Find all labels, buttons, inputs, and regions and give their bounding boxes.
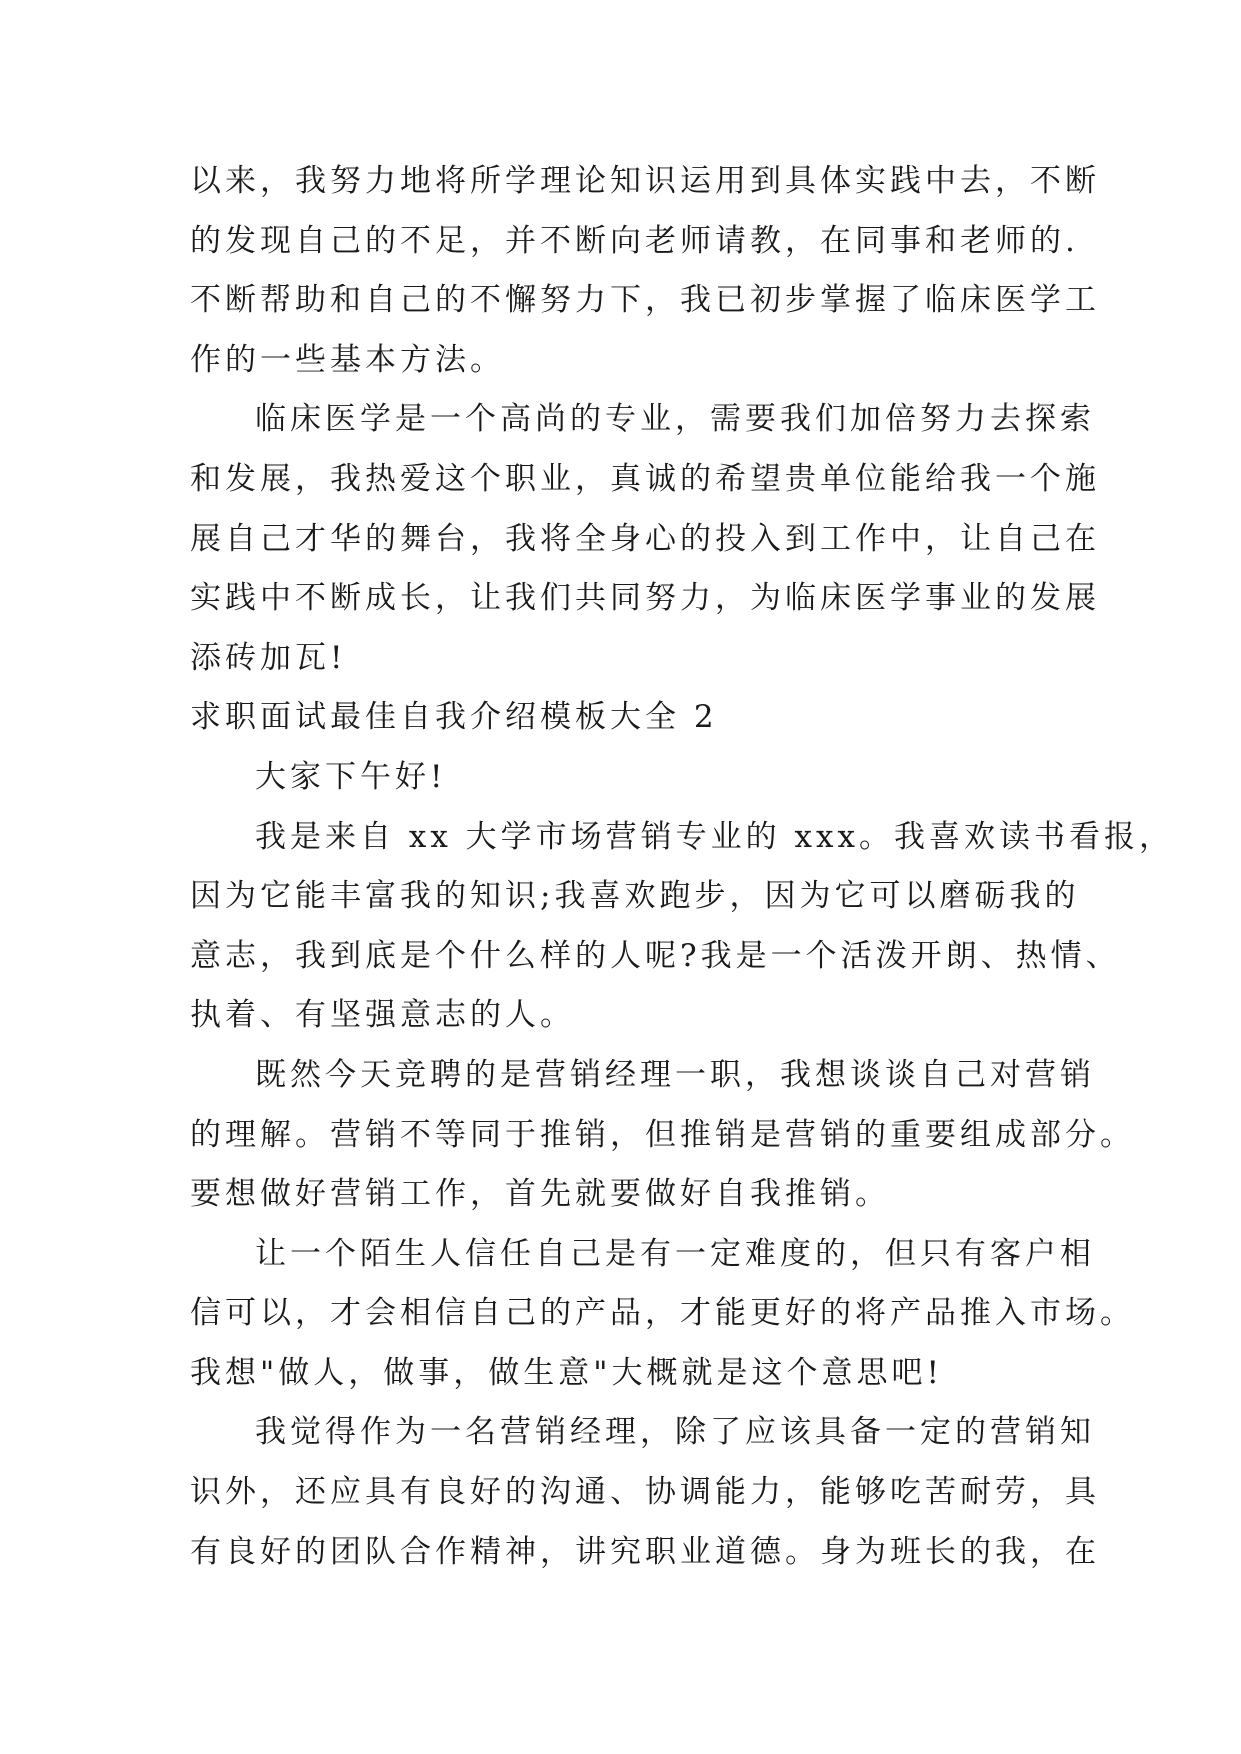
text-line: 的发现自己的不足，并不断向老师请教，在同事和老师的.: [190, 222, 1079, 259]
text-line: 不断帮助和自己的不懈努力下，我已初步掌握了临床医学工: [190, 282, 1100, 319]
text-line: 以来，我努力地将所学理论知识运用到具体实践中去，不断: [190, 163, 1100, 199]
text-line: 作的一些基本方法。: [190, 341, 505, 378]
paragraph-first-line: 临床医学是一个高尚的专业，需要我们加倍努力去探索: [255, 401, 1095, 438]
text-line: 要想做好营销工作，首先就要做好自我推销。: [190, 1176, 890, 1213]
document-body: [190, 152, 1174, 1582]
text-line: 执着、有坚强意志的人。: [190, 997, 575, 1034]
paragraph-first-line: 我是来自 xx 大学市场营销专业的 xxx。我喜欢读书看报，: [255, 818, 1174, 855]
paragraph-first-line: 我觉得作为一名营销经理，除了应该具备一定的营销知: [255, 1414, 1095, 1451]
text-line: 信可以，才会相信自己的产品，才能更好的将产品推入市场。: [190, 1295, 1135, 1332]
paragraph-first-line: 既然今天竞聘的是营销经理一职，我想谈谈自己对营销: [255, 1056, 1095, 1093]
text-line: 添砖加瓦!: [190, 639, 347, 676]
text-line: 展自己才华的舞台，我将全身心的投入到工作中，让自己在: [190, 520, 1100, 557]
text-line: 识外，还应具有良好的沟通、协调能力，能够吃苦耐劳，具: [190, 1474, 1100, 1511]
greeting-line: 大家下午好!: [255, 758, 447, 795]
text-line: 的理解。营销不等同于推销，但推销是营销的重要组成部分。: [190, 1116, 1135, 1153]
text-line: 实践中不断成长，让我们共同努力，为临床医学事业的发展: [190, 580, 1100, 617]
text-line: 和发展，我热爱这个职业，真诚的希望贵单位能给我一个施: [190, 460, 1100, 497]
section-heading: 求职面试最佳自我介绍模板大全 2: [190, 699, 718, 736]
text-line: 因为它能丰富我的知识;我喜欢跑步，因为它可以磨砺我的: [190, 878, 1080, 915]
text-line: 我想"做人，做事，做生意"大概就是这个意思吧!: [190, 1354, 943, 1391]
text-line: 有良好的团队合作精神，讲究职业道德。身为班长的我，在: [190, 1533, 1100, 1570]
text-line: 意志，我到底是个什么样的人呢?我是一个活泼开朗、热情、: [190, 937, 1121, 974]
paragraph-first-line: 让一个陌生人信任自己是有一定难度的，但只有客户相: [255, 1235, 1095, 1272]
